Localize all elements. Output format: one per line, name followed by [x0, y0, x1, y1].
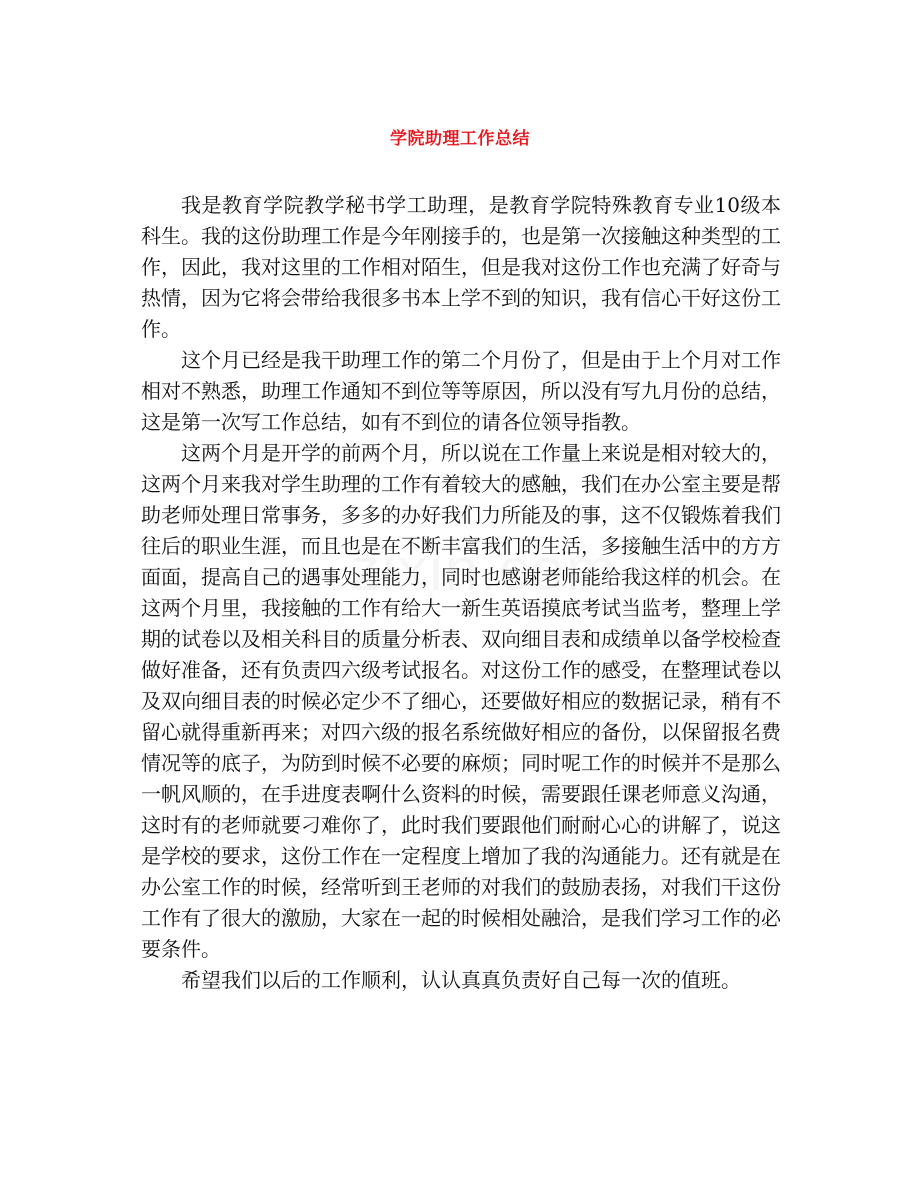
document-body: [141, 190, 781, 996]
paragraph-1: 我是教育学院教学秘书学工助理，是教育学院特殊教育专业10级本科生。我的这份助理工作是今年刚接手的，也是第一次接触这种类型的工作，因此，我对这里的工作相对陌生，但是我对这份工作也充满了好奇与热情，因为它将会带给我很多书本上学不到的知识，我有信心干好这份工作。: [141, 193, 781, 341]
paragraph-3: 这两个月是开学的前两个月，所以说在工作量上来说是相对较大的，这两个月来我对学生助理的工作有着较大的感触，我们在办公室主要是帮助老师处理日常事务，多多的办好我们力所能及的事，这不仅锻炼着我们往后的职业生涯，而且也是在不断丰富我们的生活，多接触生活中的方方面面，提高自己的遇事处理能力，同时也感谢老师能给我这样的机会。在这两个月里，我接触的工作有给大一新生英语摸底考试当监考，整理上学期的试卷以及相关科目的质量分析表、双向细目表和成绩单以备学校检查做好准备，还有负责四六级考试报名。对这份工作的感受，在整理试卷以及双向细目表的时候必定少不了细心，还要做好相应的数据记录，稍有不留心就得重新再来；对四六级的报名系统做好相应的备份，以保留报名费情况等的底子，为防到时候不必要的麻烦；同时呢工作的时候并不是那么一帆风顺的，在手进度表啊什么资料的时候，需要跟任课老师意义沟通，这时有的老师就要刁难你了，此时我们要跟他们耐耐心心的讲解了，说这是学校的要求，这份工作在一定程度上增加了我的沟通能力。还有就是在办公室工作的时候，经常听到王老师的对我们的鼓励表扬，对我们干这份工作有了很大的激励，大家在一起的时候相处融洽，是我们学习工作的必要条件。: [141, 441, 781, 961]
paragraph-4: 希望我们以后的工作顺利，认认真真负责好自己每一次的值班。: [181, 968, 741, 992]
document-title: 学院助理工作总结: [390, 129, 530, 149]
paragraph-2: 这个月已经是我干助理工作的第二个月份了，但是由于上个月对工作相对不熟悉，助理工作通知不到位等等原因，所以没有写九月份的总结，这是第一次写工作总结，如有不到位的请各位领导指教。: [141, 348, 781, 434]
